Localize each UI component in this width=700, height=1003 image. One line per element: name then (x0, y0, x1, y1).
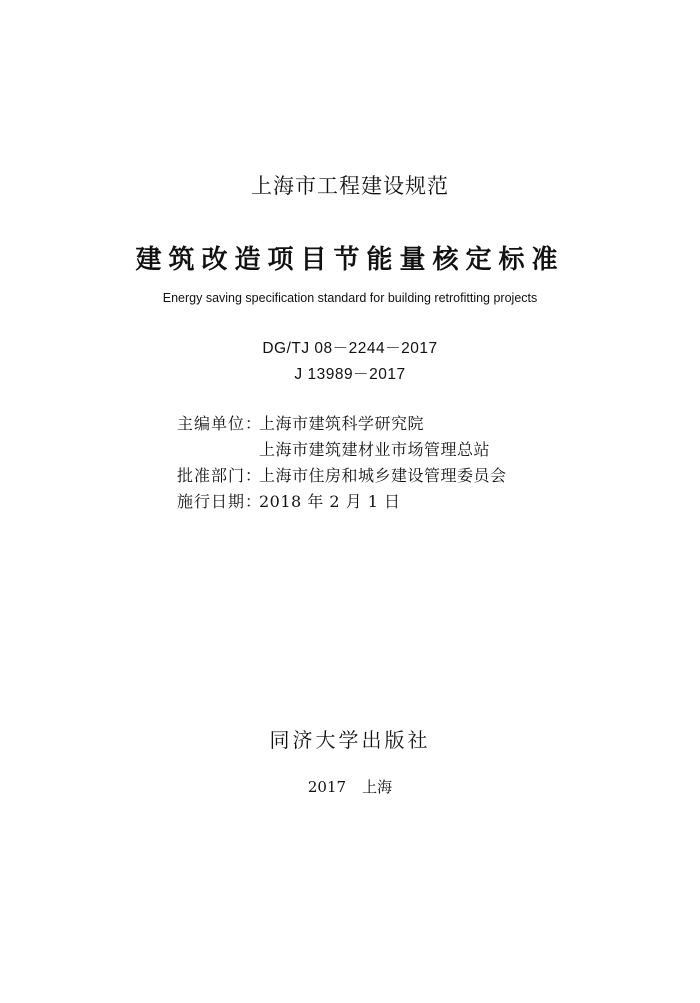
publication-year: 2017 (307, 778, 347, 796)
info-row-editor (177, 414, 507, 440)
info-value: 上海市建筑建材业市场管理总站 (259, 440, 491, 459)
info-value: 上海市建筑科学研究院 (259, 414, 425, 433)
publication-line (0, 776, 700, 797)
info-label: 批准部门： (177, 466, 263, 485)
info-label: 主编单位： (177, 414, 263, 433)
standard-code: DG/TJ 08－2244－2017 (262, 340, 438, 357)
english-title: Energy saving specification standard for building retrofitting projects (162, 291, 538, 305)
info-row-effective-date (177, 492, 507, 518)
info-value: 上海市住房和城乡建设管理委员会 (259, 466, 507, 485)
info-block (177, 414, 507, 518)
info-row-approver (177, 466, 507, 492)
info-label: 施行日期： (177, 492, 263, 511)
info-row-editor-2 (177, 440, 507, 466)
publication-city: 上海 (362, 778, 393, 796)
record-code: J 13989－2017 (294, 366, 406, 383)
main-title: 建筑改造项目节能量核定标准 (135, 245, 565, 275)
series-title: 上海市工程建设规范 (251, 174, 449, 198)
publisher-name: 同济大学出版社 (269, 728, 431, 752)
info-value: 2018 年 2 月 1 日 (259, 492, 401, 511)
